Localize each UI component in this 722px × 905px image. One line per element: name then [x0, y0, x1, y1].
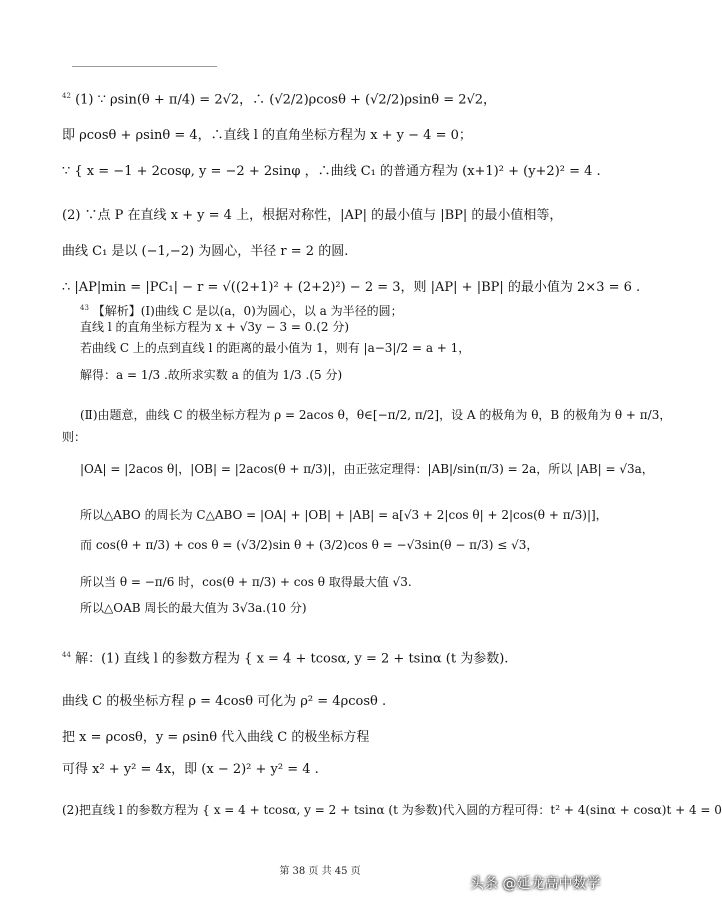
line-5: 曲线 C₁ 是以 (−1,−2) 为圆心，半径 r = 2 的圆.: [62, 244, 349, 259]
top-divider: [72, 66, 217, 67]
line-9: 若曲线 C 上的点到直线 l 的距离的最小值为 1，则有 |a−3|/2 = a + 1，: [80, 341, 471, 355]
line-4: (2) ∵点 P 在直线 x + y = 4 上，根据对称性，|AP| 的最小值与 |BP| 的最小值相等，: [62, 208, 563, 223]
page-footer: 第 38 页 共 45 页: [279, 866, 361, 877]
line-8: 直线 l 的直角坐标方程为 x + √3y − 3 = 0.(2 分): [80, 320, 350, 334]
line-15: 而 cos(θ + π/3) + cos θ = (√3/2)sin θ + (3/2)cos θ = −√3sin(θ − π/3) ≤ √3，: [80, 538, 539, 552]
line-12: 则：: [62, 430, 87, 444]
question-number: 43: [80, 304, 89, 312]
line-10: 解得：a = 1/3 .故所求实数 a 的值为 1/3 .(5 分): [80, 368, 343, 382]
line-6: ∴ |AP|min = |PC₁| − r = √((2+1)² + (2+2)²) − 2 = 3，则 |AP| + |BP| 的最小值为 2×3 = 6 .: [62, 280, 641, 295]
line-16: 所以当 θ = −π/6 时，cos(θ + π/3) + cos θ 取得最大值 √3.: [80, 575, 412, 589]
watermark: 头条 @延龙高中数学: [470, 876, 601, 892]
line-7: $^{43}$ 【解析】(Ⅰ)曲线 C 是以(a，0)为圆心，以 a 为半径的圆；: [80, 304, 403, 318]
question-number: 42: [62, 92, 71, 100]
question-number: 44: [62, 651, 71, 659]
line-21: 可得 x² + y² = 4x，即 (x − 2)² + y² = 4 .: [62, 762, 319, 777]
line-17: 所以△OAB 周长的最大值为 3√3a.(10 分): [80, 601, 307, 615]
line-18: $^{44}$ 解：(1) 直线 l 的参数方程为 { x = 4 + tcosα, y = 2 + tsinα (t 为参数).: [62, 651, 509, 667]
line-22: (2)把直线 l 的参数方程为 { x = 4 + tcosα, y = 2 + tsinα (t 为参数)代入圆的方程可得：t² + 4(sinα + cosα)t + 4 = 0: [62, 803, 722, 817]
line-3: ∵ { x = −1 + 2cosφ, y = −2 + 2sinφ ，∴曲线 C₁ 的普通方程为 (x+1)² + (y+2)² = 4 .: [62, 164, 601, 179]
line-2: 即 ρcosθ + ρsinθ = 4，∴直线 l 的直角坐标方程为 x + y − 4 = 0；: [62, 128, 472, 143]
line-13: |OA| = |2acos θ|，|OB| = |2acos(θ + π/3)|，由正弦定理得：|AB|/sin(π/3) = 2a，所以 |AB| = √3a，: [80, 462, 654, 476]
line-1: $^{42}$ (1) ∵ ρsin(θ + π/4) = 2√2，∴ (√2/2)ρcosθ + (√2/2)ρsinθ = 2√2，: [62, 92, 497, 108]
line-11: (Ⅱ)由题意，曲线 C 的极坐标方程为 ρ = 2acos θ，θ∈[−π/2, π/2]，设 A 的极角为 θ，B 的极角为 θ + π/3，: [80, 408, 672, 422]
line-20: 把 x = ρcosθ，y = ρsinθ 代入曲线 C 的极坐标方程: [62, 730, 370, 745]
line-19: 曲线 C 的极坐标方程 ρ = 4cosθ 可化为 ρ² = 4ρcosθ .: [62, 694, 387, 709]
line-14: 所以△ABO 的周长为 C△ABO = |OA| + |OB| + |AB| = a[√3 + 2|cos θ| + 2|cos(θ + π/3)|]，: [80, 508, 608, 522]
